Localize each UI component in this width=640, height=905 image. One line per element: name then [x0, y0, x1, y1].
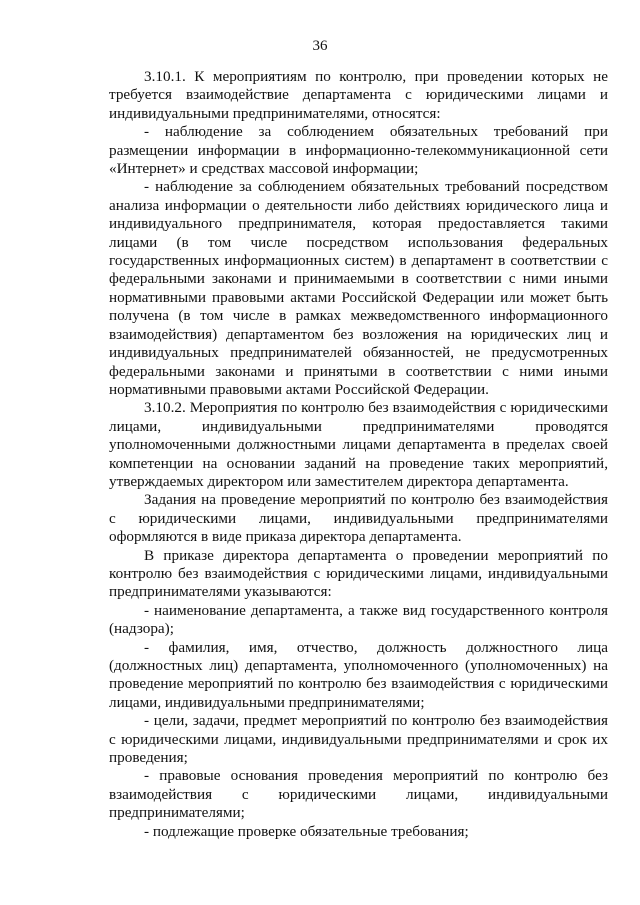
page-number: 36: [312, 38, 328, 54]
list-item-requirements: - подлежащие проверке обязательные требования;: [144, 822, 469, 840]
paragraph-3-10-2: 3.10.2. Мероприятия по контролю без взаимодействия с юридическими лицами, индивидуальными предпринимателями проводятся уполномоченными должностными лицами департамента в пределах своей компетенции на основании заданий на проведение таких мероприятий, утверждаемых директором или заместителем директора департамента.: [109, 399, 608, 490]
document-body: [109, 68, 608, 841]
list-item-internet-monitoring: - наблюдение за соблюдением обязательных требований при размещении информации в информационно-телекоммуникационной сети «Интернет» и средствах массовой информации;: [109, 123, 608, 178]
paragraph-3-10-1: 3.10.1. К мероприятиям по контролю, при проведении которых не требуется взаимодействие департамента с юридическими лицами и индивидуальными предпринимателями, относятся:: [109, 68, 608, 122]
paragraph-order-contents: В приказе директора департамента о проведении мероприятий по контролю без взаимодействия с юридическими лицами, индивидуальными предпринимателями указываются:: [109, 546, 608, 601]
list-item-information-analysis: - наблюдение за соблюдением обязательных требований посредством анализа информации о деятельности либо действиях юридического лица и индивидуального предпринимателя, которая предоставляется такими лицами (в том числе посредством использования федеральных государственных информационных систем) в департамент в соответствии с федеральными законами и принимаемыми в соответствии с ними иными нормативными правовыми актами Российской Федерации или может быть получена (в том числе в рамках межведомственного информационного взаимодействия) департаментом без возложения на юридических лиц и индивидуальных предпринимателей обязанностей, не предусмотренных федеральными законами и принятыми в соответствии с ними иными нормативными правовыми актами Российской Федерации.: [109, 178, 608, 398]
list-item-legal-grounds: - правовые основания проведения мероприятий по контролю без взаимодействия с юридическими лицами, индивидуальными предпринимателями;: [109, 767, 608, 822]
list-item-goals: - цели, задачи, предмет мероприятий по контролю без взаимодействия с юридическими лицами, индивидуальными предпринимателями и срок их проведения;: [109, 712, 608, 767]
paragraph-tasks-order: Задания на проведение мероприятий по контролю без взаимодействия с юридическими лицами, индивидуальными предпринимателями оформляются в виде приказа директора департамента.: [109, 491, 608, 546]
list-item-department-name: - наименование департамента, а также вид государственного контроля (надзора);: [109, 601, 608, 638]
list-item-officials: - фамилия, имя, отчество, должность должностного лица (должностных лиц) департамента, уполномоченного (уполномоченных) на проведение мероприятий по контролю без взаимодействия с юридическими лицами, индивидуальными предпринимателями;: [109, 638, 608, 711]
